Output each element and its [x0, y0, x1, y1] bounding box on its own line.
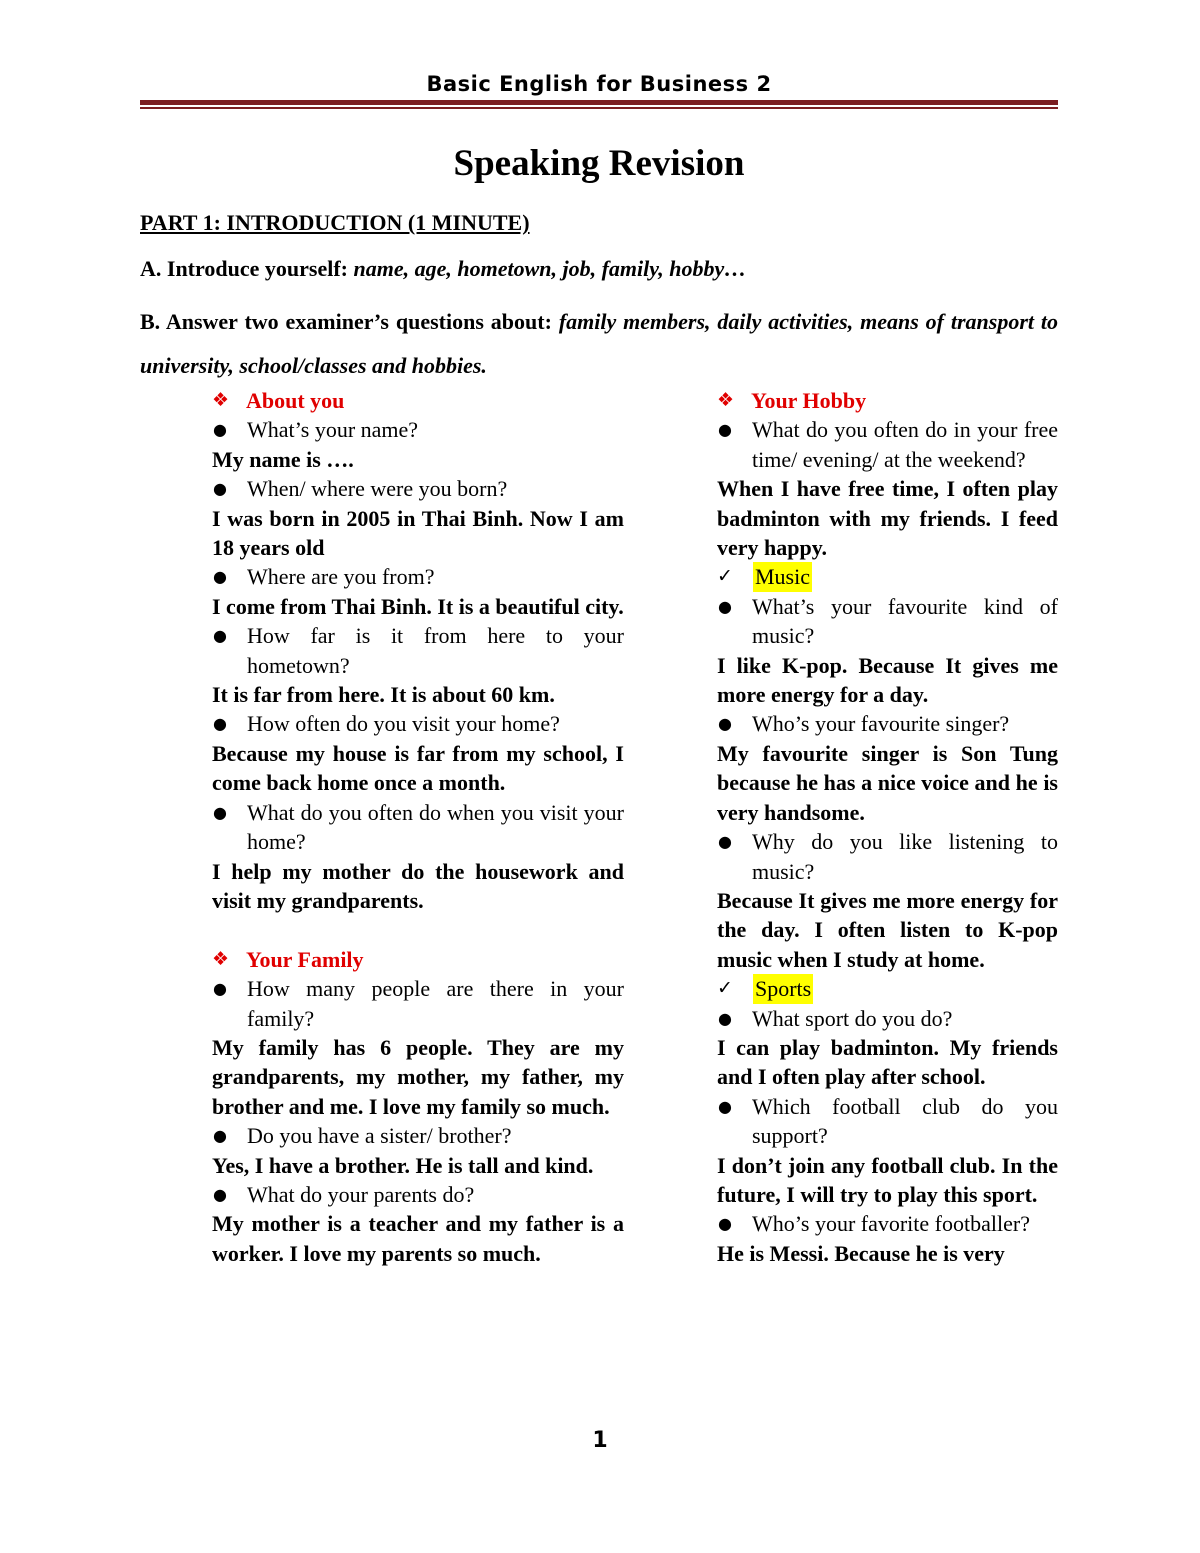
answer-text: When I have free time, I often play badminton with my friends. I feed very happy.	[717, 476, 1058, 561]
bullet-icon: ●	[213, 714, 227, 734]
page-number: 1	[592, 1428, 608, 1453]
answer-text: Because my house is far from my school, I come back home once a month.	[212, 740, 624, 796]
diamond-icon: ❖	[212, 389, 230, 411]
answer-text: I help my mother do the housework and visit my grandparents.	[212, 858, 624, 913]
bullet-icon: ●	[213, 479, 227, 499]
question-text: How far is it from here to your hometown?	[247, 623, 624, 678]
question-item	[212, 709, 624, 738]
check-icon: ✓	[717, 565, 733, 588]
question-text: What do you often do in your free time/ evening/ at the weekend?	[752, 417, 1058, 472]
section-title: About you	[246, 388, 345, 413]
question-text: Why do you like listening to music?	[752, 829, 1058, 884]
answer-text: My name is ….	[212, 446, 354, 472]
subheading-sports	[717, 974, 1058, 1003]
question-text: How often do you visit your home?	[247, 711, 560, 737]
question-text: Who’s your favorite footballer?	[752, 1211, 1030, 1237]
diamond-icon: ❖	[212, 947, 230, 970]
question-item	[212, 1121, 624, 1150]
question-text: Which football club do you support?	[752, 1093, 1058, 1149]
answer-text: I don’t join any football club. In the future, I will try to play this sport.	[717, 1152, 1058, 1207]
task-a	[140, 256, 1058, 282]
answer-text: My favourite singer is Son Tung because he has a nice voice and he is very handsome.	[717, 740, 1058, 825]
section-heading-your-family	[212, 945, 624, 974]
question-item	[717, 1209, 1058, 1238]
question-item	[212, 562, 624, 591]
section-title: Your Hobby	[751, 388, 867, 413]
question-text: Do you have a sister/ brother?	[247, 1123, 512, 1149]
question-item	[717, 827, 1058, 886]
diamond-icon: ❖	[717, 389, 735, 411]
bullet-icon: ●	[213, 1126, 227, 1146]
question-item	[212, 974, 624, 1033]
question-text: What’s your favourite kind of music?	[752, 593, 1058, 649]
question-text: Where are you from?	[247, 564, 435, 590]
part1-heading: PART 1: INTRODUCTION (1 MINUTE)	[140, 210, 530, 235]
section-heading-your-hobby	[717, 386, 1058, 415]
answer-text: It is far from here. It is about 60 km.	[212, 682, 555, 708]
subheading-title: Music	[753, 562, 812, 591]
answer-text: Because It gives me more energy for the day. I often listen to K-pop music when I study at home.	[717, 887, 1058, 972]
question-item	[212, 621, 624, 680]
bullet-icon: ●	[718, 1214, 732, 1234]
question-item	[717, 415, 1058, 474]
subheading-music	[717, 562, 1058, 591]
section-title: Your Family	[246, 946, 364, 972]
question-text: What do your parents do?	[247, 1181, 475, 1207]
bullet-icon: ●	[213, 567, 227, 587]
question-item	[717, 709, 1058, 738]
bullet-icon: ●	[718, 420, 732, 440]
bullet-icon: ●	[213, 802, 227, 822]
task-a-topics: name, age, hometown, job, family, hobby…	[353, 256, 747, 281]
answer-text: My family has 6 people. They are my grandparents, my mother, my father, my brother and me. I love my family so much.	[212, 1034, 624, 1119]
right-column	[717, 386, 1058, 1268]
header-rule-thin	[140, 107, 1058, 109]
page-header-title: Basic English for Business 2	[426, 72, 772, 96]
question-text: What sport do you do?	[752, 1005, 953, 1031]
answer-text: I like K-pop. Because It gives me more energy for a day.	[717, 652, 1058, 708]
document-title: Speaking Revision	[453, 143, 745, 184]
question-text: What do you often do when you visit your home?	[247, 799, 624, 855]
question-text: How many people are there in your family?	[247, 976, 624, 1031]
question-item	[212, 798, 624, 857]
subheading-title: Sports	[753, 974, 813, 1003]
question-item	[717, 1092, 1058, 1151]
question-item	[717, 592, 1058, 651]
answer-text: I was born in 2005 in Thai Binh. Now I am 18 years old	[212, 505, 624, 561]
bullet-icon: ●	[718, 832, 732, 852]
question-text: Who’s your favourite singer?	[752, 711, 1010, 737]
left-column	[212, 386, 624, 1268]
check-icon: ✓	[717, 977, 733, 1000]
bullet-icon: ●	[213, 420, 227, 440]
bullet-icon: ●	[718, 1096, 732, 1116]
bullet-icon: ●	[213, 1184, 227, 1204]
section-heading-about-you	[212, 386, 624, 415]
bullet-icon: ●	[718, 596, 732, 616]
question-item	[212, 1180, 624, 1209]
question-item	[212, 474, 624, 503]
bullet-icon: ●	[213, 979, 227, 999]
answer-text: I come from Thai Binh. It is a beautiful city.	[212, 593, 624, 619]
question-item	[212, 415, 624, 444]
bullet-icon: ●	[718, 714, 732, 734]
task-b-label: B. Answer two examiner’s questions about:	[140, 309, 559, 334]
task-b	[140, 300, 1058, 388]
question-text: What’s your name?	[247, 417, 419, 443]
answer-text: My mother is a teacher and my father is a worker. I love my parents so much.	[212, 1211, 624, 1266]
answer-text: Yes, I have a brother. He is tall and kind.	[212, 1152, 594, 1178]
spacer	[212, 915, 624, 944]
bullet-icon: ●	[718, 1008, 732, 1028]
header-rule-thick	[140, 100, 1058, 105]
task-b-topics: family members, daily activities, means of transport to university, school/classes and hobbies.	[140, 309, 1058, 378]
question-item	[717, 1004, 1058, 1033]
question-text: When/ where were you born?	[247, 476, 508, 502]
bullet-icon: ●	[213, 626, 227, 646]
answer-text: He is Messi. Because he is very	[717, 1240, 1005, 1266]
task-a-label: A. Introduce yourself:	[140, 256, 354, 281]
answer-text: I can play badminton. My friends and I often play after school.	[717, 1034, 1058, 1090]
